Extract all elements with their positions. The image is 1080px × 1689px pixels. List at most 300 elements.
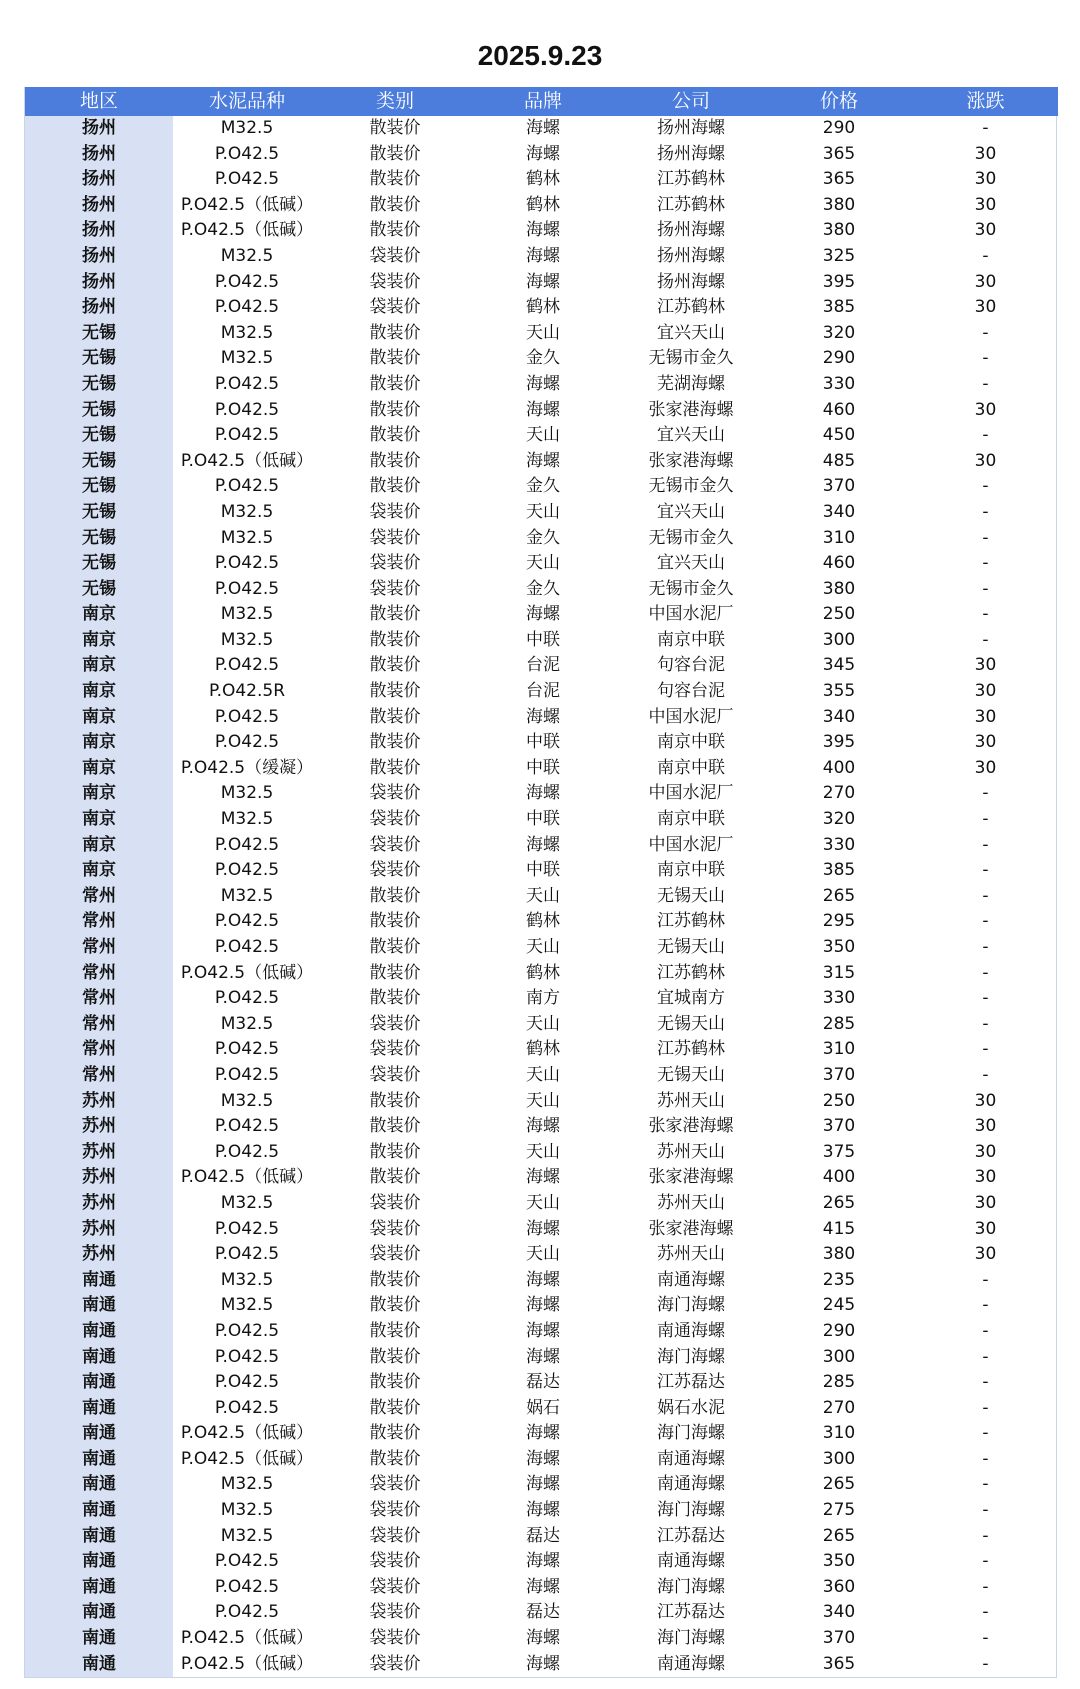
cell-category: 散装价 bbox=[369, 322, 421, 343]
cell-cement-type: P.O42.5（低碱） bbox=[180, 1628, 314, 1649]
table-row bbox=[25, 577, 1058, 603]
cell-price: 285 bbox=[822, 1372, 856, 1393]
cell-category: 散装价 bbox=[369, 476, 421, 497]
cell-price: 270 bbox=[822, 783, 856, 804]
cell-brand: 海螺 bbox=[526, 1448, 560, 1469]
cell-category: 袋装价 bbox=[369, 860, 421, 881]
cell-change: - bbox=[982, 1653, 989, 1674]
table-row bbox=[25, 449, 1058, 475]
cell-region: 无锡 bbox=[25, 372, 173, 398]
cell-price: 415 bbox=[822, 1218, 856, 1239]
table-row bbox=[25, 705, 1058, 731]
cell-price: 380 bbox=[822, 194, 856, 215]
cell-region: 南通 bbox=[25, 1319, 173, 1345]
cell-cement-type: P.O42.5 bbox=[214, 476, 280, 497]
cell-price: 310 bbox=[822, 1423, 856, 1444]
cell-change: - bbox=[982, 578, 989, 599]
cell-region: 南京 bbox=[25, 628, 173, 654]
cell-price: 290 bbox=[822, 348, 856, 369]
table-row bbox=[25, 270, 1058, 296]
cell-change: - bbox=[982, 1525, 989, 1546]
cell-change: - bbox=[982, 1269, 989, 1290]
cell-price: 460 bbox=[822, 553, 856, 574]
cell-change: - bbox=[982, 501, 989, 522]
cell-region: 常州 bbox=[25, 1063, 173, 1089]
table-row bbox=[25, 218, 1058, 244]
cell-brand: 海螺 bbox=[526, 1116, 560, 1137]
cell-company: 宜兴天山 bbox=[657, 553, 725, 574]
table-row bbox=[25, 1600, 1058, 1626]
cell-price: 450 bbox=[822, 425, 856, 446]
cell-region: 南通 bbox=[25, 1524, 173, 1550]
cell-change: - bbox=[982, 1602, 989, 1623]
cell-category: 袋装价 bbox=[369, 1218, 421, 1239]
cell-change: - bbox=[982, 834, 989, 855]
table-row bbox=[25, 1063, 1058, 1089]
cell-region: 扬州 bbox=[25, 244, 173, 270]
cell-cement-type: M32.5 bbox=[220, 322, 274, 343]
table-row bbox=[25, 423, 1058, 449]
cell-region: 南通 bbox=[25, 1600, 173, 1626]
table-row bbox=[25, 1165, 1058, 1191]
cell-company: 扬州海螺 bbox=[657, 118, 725, 138]
cell-change: 30 bbox=[974, 1116, 997, 1137]
cell-cement-type: P.O42.5 bbox=[214, 834, 280, 855]
cell-change: 30 bbox=[974, 169, 997, 190]
cell-category: 散装价 bbox=[369, 1295, 421, 1316]
cell-price: 285 bbox=[822, 1013, 856, 1034]
cell-company: 海门海螺 bbox=[657, 1628, 725, 1649]
table-row bbox=[25, 679, 1058, 705]
cell-company: 张家港海螺 bbox=[648, 1218, 734, 1239]
cell-brand: 台泥 bbox=[526, 681, 560, 702]
cell-cement-type: P.O42.5 bbox=[214, 860, 280, 881]
cell-category: 散装价 bbox=[369, 1448, 421, 1469]
cell-price: 365 bbox=[822, 143, 856, 164]
cell-change: 30 bbox=[974, 450, 997, 471]
cell-cement-type: P.O42.5（缓凝） bbox=[180, 757, 314, 778]
cell-brand: 天山 bbox=[526, 885, 560, 906]
cell-cement-type: P.O42.5 bbox=[214, 1141, 280, 1162]
cell-change: 30 bbox=[974, 706, 997, 727]
cell-category: 袋装价 bbox=[369, 1525, 421, 1546]
cell-cement-type: P.O42.5 bbox=[214, 143, 280, 164]
cell-brand: 海螺 bbox=[526, 118, 560, 138]
cell-cement-type: M32.5 bbox=[220, 501, 274, 522]
cell-region: 南通 bbox=[25, 1549, 173, 1575]
cell-category: 散装价 bbox=[369, 1320, 421, 1341]
cell-company: 南通海螺 bbox=[657, 1320, 725, 1341]
cell-category: 散装价 bbox=[369, 911, 421, 932]
cell-change: - bbox=[982, 1346, 989, 1367]
cell-company: 江苏鹤林 bbox=[657, 194, 725, 215]
cell-category: 散装价 bbox=[369, 604, 421, 625]
cell-category: 袋装价 bbox=[369, 834, 421, 855]
table-row bbox=[25, 1268, 1058, 1294]
cell-price: 320 bbox=[822, 809, 856, 830]
cell-region: 常州 bbox=[25, 1037, 173, 1063]
cell-region: 南京 bbox=[25, 781, 173, 807]
table-row bbox=[25, 346, 1058, 372]
cell-category: 袋装价 bbox=[369, 553, 421, 574]
cell-company: 江苏磊达 bbox=[657, 1602, 725, 1623]
cell-brand: 海螺 bbox=[526, 1218, 560, 1239]
cell-change: - bbox=[982, 245, 989, 266]
cell-company: 江苏鹤林 bbox=[657, 169, 725, 190]
cell-price: 370 bbox=[822, 1116, 856, 1137]
cell-category: 散装价 bbox=[369, 425, 421, 446]
cell-brand: 中联 bbox=[526, 629, 560, 650]
cell-category: 散装价 bbox=[369, 220, 421, 241]
cell-brand: 海螺 bbox=[526, 1500, 560, 1521]
cell-region: 无锡 bbox=[25, 321, 173, 347]
cell-brand: 海螺 bbox=[526, 143, 560, 164]
table-row bbox=[25, 1217, 1058, 1243]
cell-change: - bbox=[982, 1551, 989, 1572]
header-company: 公司 bbox=[617, 87, 765, 116]
cell-category: 散装价 bbox=[369, 373, 421, 394]
cell-change: 30 bbox=[974, 1167, 997, 1188]
table-row bbox=[25, 551, 1058, 577]
table-row bbox=[25, 653, 1058, 679]
cell-price: 395 bbox=[822, 732, 856, 753]
cell-cement-type: M32.5 bbox=[220, 1269, 274, 1290]
cell-brand: 海螺 bbox=[526, 1628, 560, 1649]
cell-region: 常州 bbox=[25, 909, 173, 935]
cell-price: 250 bbox=[822, 604, 856, 625]
cell-region: 扬州 bbox=[25, 142, 173, 168]
table-row bbox=[25, 398, 1058, 424]
cell-company: 南京中联 bbox=[657, 629, 725, 650]
cell-category: 散装价 bbox=[369, 937, 421, 957]
cell-change: - bbox=[982, 911, 989, 932]
cell-brand: 磊达 bbox=[526, 1525, 560, 1546]
cell-brand: 海螺 bbox=[526, 1551, 560, 1572]
cell-change: - bbox=[982, 1064, 989, 1085]
cell-cement-type: P.O42.5 bbox=[214, 1116, 280, 1137]
cell-brand: 海螺 bbox=[526, 245, 560, 266]
cell-change: - bbox=[982, 1295, 989, 1316]
cell-company: 张家港海螺 bbox=[648, 399, 734, 420]
cell-price: 375 bbox=[822, 1141, 856, 1162]
cell-region: 南京 bbox=[25, 807, 173, 833]
cell-brand: 海螺 bbox=[526, 1269, 560, 1290]
cell-region: 南京 bbox=[25, 602, 173, 628]
cell-region: 南通 bbox=[25, 1626, 173, 1652]
cell-price: 330 bbox=[822, 373, 856, 394]
cell-cement-type: P.O42.5（低碱） bbox=[180, 1448, 314, 1469]
cell-company: 苏州天山 bbox=[657, 1244, 725, 1265]
cell-region: 常州 bbox=[25, 884, 173, 910]
page-title: 2025.9.23 bbox=[477, 40, 603, 71]
cell-company: 南京中联 bbox=[657, 757, 725, 778]
table-row bbox=[25, 602, 1058, 628]
cell-change: - bbox=[982, 962, 989, 983]
cell-brand: 金久 bbox=[526, 578, 560, 599]
table-row bbox=[25, 500, 1058, 526]
cell-category: 散装价 bbox=[369, 655, 421, 676]
cell-cement-type: M32.5 bbox=[220, 118, 274, 138]
header-brand: 品牌 bbox=[469, 87, 617, 116]
header-price: 价格 bbox=[765, 87, 913, 116]
cell-region: 南通 bbox=[25, 1345, 173, 1371]
cell-category: 散装价 bbox=[369, 1141, 421, 1162]
cell-change: 30 bbox=[974, 194, 997, 215]
cell-cement-type: P.O42.5（低碱） bbox=[180, 1167, 314, 1188]
cell-region: 扬州 bbox=[25, 116, 173, 142]
cell-change: 30 bbox=[974, 143, 997, 164]
cell-region: 扬州 bbox=[25, 167, 173, 193]
cell-price: 300 bbox=[822, 1346, 856, 1367]
cell-brand: 海螺 bbox=[526, 1576, 560, 1597]
cell-region: 无锡 bbox=[25, 423, 173, 449]
cell-company: 中国水泥厂 bbox=[648, 783, 734, 804]
cell-region: 无锡 bbox=[25, 474, 173, 500]
header-category: 类别 bbox=[321, 87, 469, 116]
cell-cement-type: P.O42.5 bbox=[214, 1602, 280, 1623]
cell-price: 315 bbox=[822, 962, 856, 983]
table-row bbox=[25, 116, 1058, 142]
table-row bbox=[25, 1421, 1058, 1447]
cell-company: 无锡市金久 bbox=[648, 348, 734, 369]
cell-category: 散装价 bbox=[369, 1167, 421, 1188]
cell-price: 270 bbox=[822, 1397, 856, 1418]
cell-change: - bbox=[982, 373, 989, 394]
table-row bbox=[25, 1140, 1058, 1166]
cell-company: 扬州海螺 bbox=[657, 220, 725, 241]
cell-company: 江苏鹤林 bbox=[657, 1039, 725, 1060]
cell-region: 南通 bbox=[25, 1370, 173, 1396]
cell-category: 散装价 bbox=[369, 885, 421, 906]
cell-company: 张家港海螺 bbox=[648, 1116, 734, 1137]
cell-region: 苏州 bbox=[25, 1114, 173, 1140]
cell-region: 常州 bbox=[25, 1012, 173, 1038]
cell-price: 320 bbox=[822, 322, 856, 343]
table-row bbox=[25, 1370, 1058, 1396]
cell-company: 宜兴天山 bbox=[657, 501, 725, 522]
table-row bbox=[25, 321, 1058, 347]
cell-cement-type: M32.5 bbox=[220, 1192, 274, 1213]
cell-region: 常州 bbox=[25, 961, 173, 987]
table-row bbox=[25, 1345, 1058, 1371]
table-row bbox=[25, 1191, 1058, 1217]
cell-cement-type: P.O42.5 bbox=[214, 1320, 280, 1341]
cell-brand: 海螺 bbox=[526, 1167, 560, 1188]
cell-category: 散装价 bbox=[369, 143, 421, 164]
cell-region: 苏州 bbox=[25, 1089, 173, 1115]
cell-company: 苏州天山 bbox=[657, 1192, 725, 1213]
cell-cement-type: M32.5 bbox=[220, 629, 274, 650]
table-row bbox=[25, 756, 1058, 782]
cell-category: 散装价 bbox=[369, 1423, 421, 1444]
cell-company: 海门海螺 bbox=[657, 1500, 725, 1521]
table-row bbox=[25, 1396, 1058, 1422]
cell-change: - bbox=[982, 860, 989, 881]
cell-cement-type: M32.5 bbox=[220, 809, 274, 830]
cell-cement-type: P.O42.5 bbox=[214, 399, 280, 420]
cell-cement-type: P.O42.5（低碱） bbox=[180, 194, 314, 215]
cell-price: 290 bbox=[822, 1320, 856, 1341]
cell-change: 30 bbox=[974, 1090, 997, 1111]
cell-region: 南通 bbox=[25, 1498, 173, 1524]
cell-brand: 天山 bbox=[526, 1090, 560, 1111]
header-cement-type: 水泥品种 bbox=[173, 87, 321, 116]
cell-brand: 天山 bbox=[526, 322, 560, 343]
cell-region: 扬州 bbox=[25, 218, 173, 244]
cement-price-table bbox=[25, 87, 1058, 1677]
cell-cement-type: P.O42.5 bbox=[214, 1397, 280, 1418]
cell-price: 380 bbox=[822, 578, 856, 599]
cell-category: 袋装价 bbox=[369, 297, 421, 318]
cell-brand: 中联 bbox=[526, 809, 560, 830]
table-row bbox=[25, 986, 1058, 1012]
cell-price: 385 bbox=[822, 860, 856, 881]
cell-price: 460 bbox=[822, 399, 856, 420]
cell-brand: 天山 bbox=[526, 501, 560, 522]
table-row bbox=[25, 193, 1058, 219]
cell-region: 苏州 bbox=[25, 1140, 173, 1166]
cell-price: 310 bbox=[822, 527, 856, 548]
cell-cement-type: P.O42.5 bbox=[214, 1064, 280, 1085]
cell-price: 485 bbox=[822, 450, 856, 471]
cell-price: 355 bbox=[822, 681, 856, 702]
cell-category: 散装价 bbox=[369, 1116, 421, 1137]
cell-brand: 天山 bbox=[526, 1192, 560, 1213]
cell-company: 无锡天山 bbox=[657, 1013, 725, 1034]
cell-brand: 鹤林 bbox=[526, 194, 560, 215]
cell-region: 南京 bbox=[25, 679, 173, 705]
cell-price: 385 bbox=[822, 297, 856, 318]
cell-cement-type: M32.5 bbox=[220, 527, 274, 548]
table-row bbox=[25, 1524, 1058, 1550]
cell-category: 袋装价 bbox=[369, 1576, 421, 1597]
cell-brand: 海螺 bbox=[526, 834, 560, 855]
cell-company: 南京中联 bbox=[657, 732, 725, 753]
cell-cement-type: P.O42.5（低碱） bbox=[180, 1423, 314, 1444]
cell-brand: 磊达 bbox=[526, 1372, 560, 1393]
table-row bbox=[25, 884, 1058, 910]
cell-brand: 海螺 bbox=[526, 1320, 560, 1341]
cell-change: 30 bbox=[974, 1141, 997, 1162]
cell-price: 330 bbox=[822, 988, 856, 1009]
cell-cement-type: P.O42.5 bbox=[214, 732, 280, 753]
cell-category: 散装价 bbox=[369, 1397, 421, 1418]
cell-change: 30 bbox=[974, 757, 997, 778]
table-row bbox=[25, 1012, 1058, 1038]
cell-company: 南京中联 bbox=[657, 809, 725, 830]
cell-change: - bbox=[982, 1628, 989, 1649]
cell-price: 340 bbox=[822, 1602, 856, 1623]
cell-category: 散装价 bbox=[369, 757, 421, 778]
cell-company: 宜城南方 bbox=[657, 988, 725, 1009]
cell-region: 南通 bbox=[25, 1421, 173, 1447]
cell-cement-type: P.O42.5 bbox=[214, 297, 280, 318]
cell-brand: 天山 bbox=[526, 1244, 560, 1265]
cell-price: 235 bbox=[822, 1269, 856, 1290]
cell-brand: 金久 bbox=[526, 348, 560, 369]
cell-company: 南京中联 bbox=[657, 860, 725, 881]
cell-category: 袋装价 bbox=[369, 271, 421, 292]
cell-cement-type: M32.5 bbox=[220, 1500, 274, 1521]
cell-cement-type: P.O42.5 bbox=[214, 553, 280, 574]
cell-price: 330 bbox=[822, 834, 856, 855]
cell-cement-type: P.O42.5 bbox=[214, 1372, 280, 1393]
cell-category: 散装价 bbox=[369, 194, 421, 215]
cell-brand: 金久 bbox=[526, 476, 560, 497]
table-row bbox=[25, 1242, 1058, 1268]
cell-region: 南通 bbox=[25, 1293, 173, 1319]
cell-category: 散装价 bbox=[369, 962, 421, 983]
cell-price: 370 bbox=[822, 1628, 856, 1649]
cell-cement-type: P.O42.5 bbox=[214, 1346, 280, 1367]
cell-region: 无锡 bbox=[25, 346, 173, 372]
cell-company: 南通海螺 bbox=[657, 1448, 725, 1469]
table-row bbox=[25, 167, 1058, 193]
cell-cement-type: P.O42.5 bbox=[214, 1039, 280, 1060]
table-row bbox=[25, 833, 1058, 859]
cell-category: 散装价 bbox=[369, 399, 421, 420]
cell-category: 散装价 bbox=[369, 706, 421, 727]
cell-price: 265 bbox=[822, 885, 856, 906]
cell-category: 散装价 bbox=[369, 988, 421, 1009]
cell-category: 袋装价 bbox=[369, 1602, 421, 1623]
cell-change: - bbox=[982, 553, 989, 574]
cell-company: 宜兴天山 bbox=[657, 322, 725, 343]
cell-change: - bbox=[982, 1013, 989, 1034]
cell-brand: 鹤林 bbox=[526, 169, 560, 190]
cell-region: 南通 bbox=[25, 1652, 173, 1678]
cell-change: - bbox=[982, 1576, 989, 1597]
table-row bbox=[25, 372, 1058, 398]
cell-brand: 鹤林 bbox=[526, 911, 560, 932]
cell-company: 江苏鹤林 bbox=[657, 297, 725, 318]
cell-company: 芜湖海螺 bbox=[657, 373, 725, 394]
cell-brand: 海螺 bbox=[526, 604, 560, 625]
table-row bbox=[25, 1575, 1058, 1601]
cell-brand: 天山 bbox=[526, 937, 560, 957]
cell-category: 袋装价 bbox=[369, 1244, 421, 1265]
cell-price: 365 bbox=[822, 169, 856, 190]
cell-company: 扬州海螺 bbox=[657, 271, 725, 292]
cell-change: - bbox=[982, 118, 989, 138]
cell-region: 无锡 bbox=[25, 449, 173, 475]
cell-cement-type: M32.5 bbox=[220, 885, 274, 906]
table-row bbox=[25, 1114, 1058, 1140]
table-row bbox=[25, 781, 1058, 807]
cell-company: 无锡市金久 bbox=[648, 527, 734, 548]
cell-brand: 海螺 bbox=[526, 706, 560, 727]
cell-region: 无锡 bbox=[25, 526, 173, 552]
table-row bbox=[25, 474, 1058, 500]
cell-region: 南京 bbox=[25, 756, 173, 782]
table-row bbox=[25, 1549, 1058, 1575]
cell-company: 海门海螺 bbox=[657, 1346, 725, 1367]
cell-category: 散装价 bbox=[369, 1090, 421, 1111]
cell-company: 宜兴天山 bbox=[657, 425, 725, 446]
cell-category: 袋装价 bbox=[369, 783, 421, 804]
cell-brand: 鹤林 bbox=[526, 1039, 560, 1060]
cell-region: 南通 bbox=[25, 1396, 173, 1422]
cell-category: 散装价 bbox=[369, 629, 421, 650]
cell-company: 扬州海螺 bbox=[657, 143, 725, 164]
cell-region: 南京 bbox=[25, 833, 173, 859]
cell-category: 袋装价 bbox=[369, 1192, 421, 1213]
cell-price: 350 bbox=[822, 1551, 856, 1572]
table-row bbox=[25, 1293, 1058, 1319]
cell-region: 苏州 bbox=[25, 1165, 173, 1191]
cell-region: 扬州 bbox=[25, 295, 173, 321]
cell-region: 苏州 bbox=[25, 1191, 173, 1217]
